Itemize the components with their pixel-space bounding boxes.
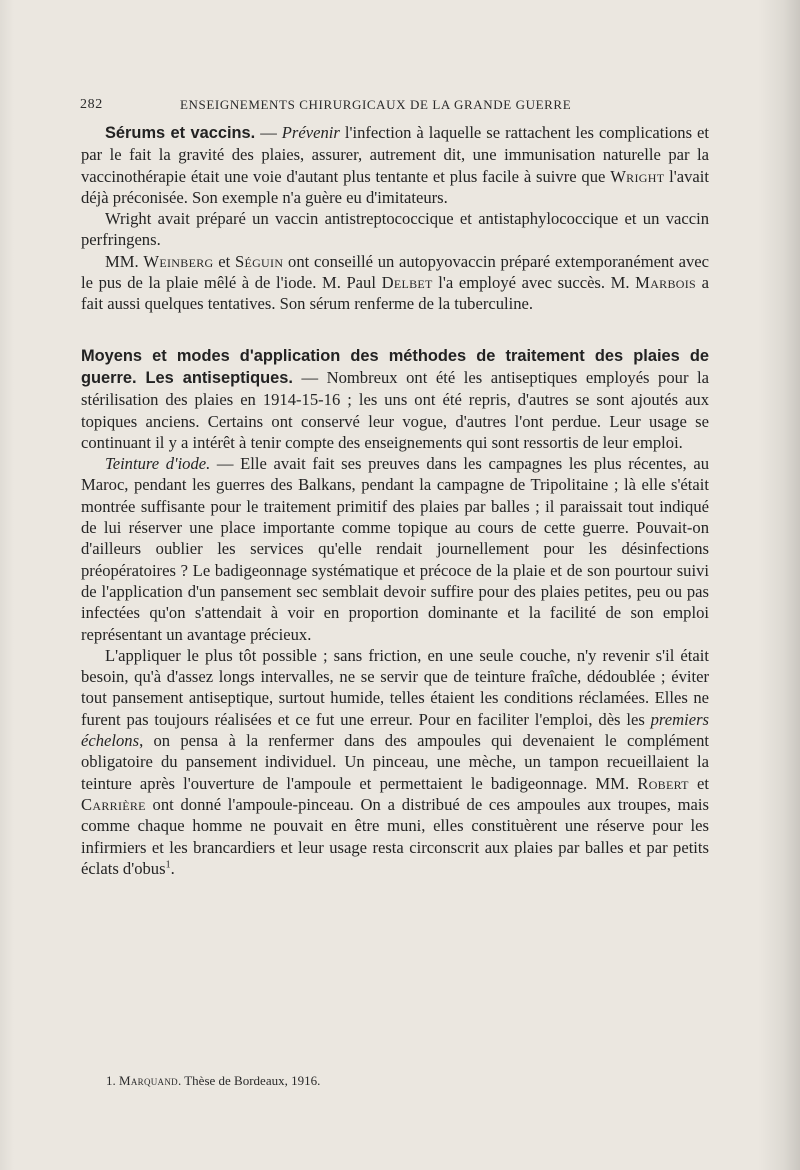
footnote-reference[interactable]: 1 (165, 859, 171, 871)
paragraph-teinture-iode (81, 453, 709, 645)
text-run: a fait aussi quelques tentatives. Son sérum renferme de la tuberculine. (81, 273, 710, 314)
page-number: 282 (80, 97, 103, 112)
text-run: et (213, 251, 235, 271)
section-gap (81, 315, 709, 345)
text-run: — Elle avait fait ses preuves dans les campagnes les plus récentes, au Maroc, pendant les guerres des Balkans, pendant la campagne de Tripolitaine ; là elle s'était montrée suffisante pour le traitement primitif des plaies par balles ; il paraissait tout indiqué de lui réserver une place importante comme topique au cours de cette guerre. Pouvait-on d'ailleurs oublier les services qu'elle rendait journellement pour les désinfections préopératoires ? Le badigeonnage systématique et précoce de la plaie et de son pourtour suivi de l'application d'un pansement sec semblait devoir suffire pour des plaies petites, peu ou pas infectées qu'on s'attendait à voir en proportion dominante et la facilité de son emploi représentant un avantage précieux. (81, 454, 709, 644)
section-heading-serums: Sérums et vaccins. (105, 124, 256, 142)
paragraph-appliquer (81, 645, 709, 879)
text-run: MM. (105, 251, 144, 271)
author-name-wright: Wright (610, 166, 665, 186)
text-run: L'appliquer le plus tôt possible ; sans friction, en une seule couche, n'y revenir s'il était besoin, qu'à d'assez longs intervalles, ne se servir que de teinture fraîche, dédoublée ; éviter tout pansement antiseptique, surtout humide, telles étaient les conditions réclamées. Elles ne furent pas toujours réalisées et ce fut une erreur. Pour en faciliter l'emploi, dès les (81, 645, 709, 729)
text-run: . (170, 858, 175, 878)
text-run: — Nombreux ont été les antiseptiques employés pour la stérilisation des plaies en 1914-15-16 ; les uns ont été repris, d'autres se sont ajoutés aux topiques anciens. Certains ont conservé leur vogue, d'autres l'ont perdue. Leur usage se continuant il y a intérêt à tenir compte des enseignements qui sont ressortis de leur emploi. (81, 367, 709, 452)
paragraph-serums-intro (81, 122, 709, 208)
paragraph-autopyovaccin (81, 251, 709, 315)
paragraph-wright-vaccine: Wright avait préparé un vaccin antistreptococcique et antistaphylococcique et un vaccin perfringens. (81, 209, 709, 250)
text-run: et (688, 773, 710, 793)
author-name-delbet: Delbet (381, 273, 433, 293)
paragraph-antiseptiques-intro (81, 345, 709, 453)
text-run: ont conseillé un autopyovaccin préparé extemporanément avec le pus de la plaie mêlé à de l'iode. M. Paul (81, 251, 710, 293)
page-edge-shadow-right (758, 0, 800, 1170)
author-name-weinberg: Weinberg (143, 251, 214, 271)
footnote (106, 1073, 320, 1089)
author-name-carriere: Carrière (81, 794, 146, 814)
author-name-seguin: Séguin (234, 251, 284, 271)
page-edge-shadow-left (0, 0, 14, 1170)
footnote-text: . Thèse de Bordeaux, 1916. (177, 1073, 321, 1088)
running-title: ENSEIGNEMENTS CHIRURGICAUX DE LA GRANDE GUERRE (180, 97, 572, 112)
dash: — (255, 123, 282, 142)
page-body (81, 122, 709, 879)
text-run: l'a employé avec succès. M. (432, 273, 636, 293)
author-name-robert: Robert (637, 773, 689, 793)
text-run: , on pensa à la renfermer dans des ampoules qui devenaient le complément obligatoire du pansement individuel. Un pinceau, une mèche, un tampon recueillaient la teinture après l'ouverture de l'ampoule et permettaient le badigeonnage. MM. (81, 731, 709, 793)
author-name-marbois: Marbois (635, 273, 697, 293)
text-run: l'infection à laquelle se rattachent les complications et par le fait la gravité des plaies, assurer, autrement dit, une immunisation naturelle par la vaccinothérapie était une voie d'autant plus tentante et plus facile à suivre que (81, 123, 710, 186)
footnote-number: 1. (106, 1073, 116, 1088)
section-heading-antiseptiques: Moyens et modes d'application des méthodes de traitement des plaies de guerre. Les antiseptiques. (81, 346, 709, 387)
italic-prevenir: Prévenir (281, 123, 340, 142)
italic-teinture-iode: Teinture d'iode. (105, 454, 211, 474)
footnote-author: Marquand (119, 1073, 178, 1088)
italic-premiers-echelons: premiers échelons (81, 709, 709, 751)
text-run: ont donné l'ampoule-pinceau. On a distribué de ces ampoules aux troupes, mais comme chaque homme ne pouvait en être muni, elles constituèrent une réserve pour les infirmiers et les brancardiers et leur usage resta circonscrit aux plaies par balles et par petits éclats d'obus (81, 794, 709, 878)
text-run: l'avait déjà préconisée. Son exemple n'a guère eu d'imitateurs. (81, 166, 709, 207)
